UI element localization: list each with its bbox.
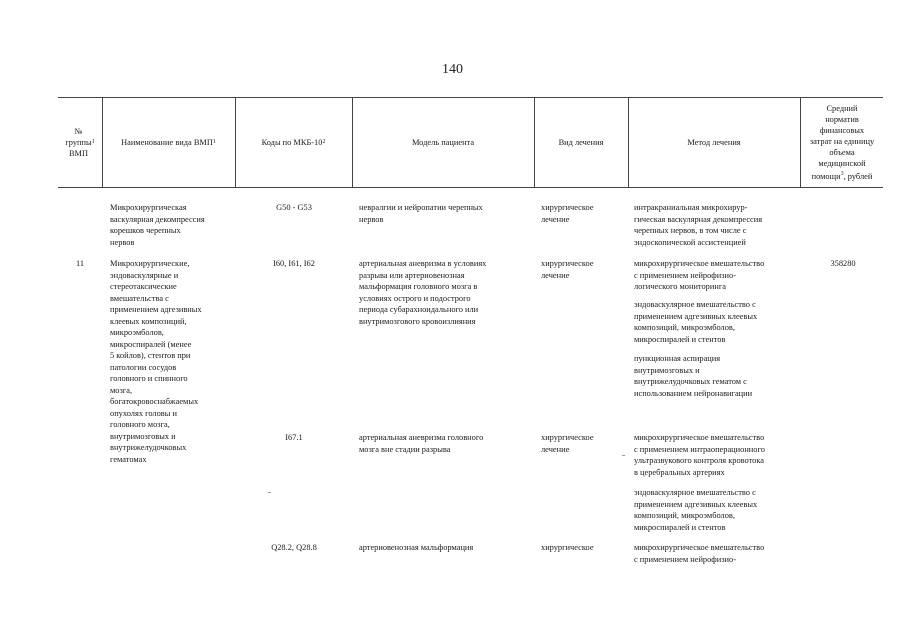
header-group-number: № группы ВМП 1 bbox=[65, 126, 95, 158]
row3-patient-model: артериальная аневризма головного мозга вне стадии разрыва bbox=[359, 433, 484, 454]
row4-codes: Q28.2, Q28.8 bbox=[271, 543, 317, 552]
header-name: Наименование вида ВМП 1 bbox=[121, 137, 216, 147]
row1-treatment-method: интракраниальная микрохирур- гическая васкулярная декомпрессия черепных нервов, в том числе с эндоскопической ассистенцией bbox=[634, 203, 763, 247]
row2-average-norm: 358280 bbox=[830, 259, 856, 268]
row1-name: Микрохирургическая васкулярная декомпрессия корешков черепных нервов bbox=[110, 203, 205, 247]
row1-treatment-type: хирургическое лечение bbox=[541, 203, 594, 224]
row2-name: Микрохирургические, эндоваскулярные и стереотаксические вмешательства с применением адгезивных клеевых композиций, микроэмболов, микроспиралей (менее 5 койлов), стентов при патологии сосудов головного и спинного мозга, богатокровоснабжаемых опухолях головы и головного мозга, внутримозговых и внутрижелудочковых гематомах bbox=[110, 259, 202, 464]
row3-codes: I67.1 bbox=[285, 433, 303, 442]
row1-codes: G50 - G53 bbox=[276, 203, 312, 212]
row1-patient-model: невралгии и нейропатии черепных нервов bbox=[359, 203, 483, 224]
row2-treatment-method-2: эндоваскулярное вмешательство с применением адгезивных клеевых композиций, микроэмболов, микроспиралей и стентов bbox=[634, 300, 758, 344]
row4-patient-model: артериовенозная мальформация bbox=[359, 543, 474, 552]
row4-treatment-method: микрохирургическое вмешательство с применением нейрофизио- bbox=[634, 543, 765, 564]
header-codes: Коды по МКБ-10 2 bbox=[261, 137, 326, 147]
header-treatment-method: Метод лечения bbox=[687, 137, 741, 147]
row2-treatment-type: хирургическое лечение bbox=[541, 259, 594, 280]
row4-treatment-type: хирургическое bbox=[541, 543, 594, 552]
row3-treatment-method-2: эндоваскулярное вмешательство с применением адгезивных клеевых композиций, микроэмболов, микроспиралей и стентов bbox=[634, 488, 758, 532]
row2-patient-model: артериальная аневризма в условиях разрыва или артериовенозная мальформация головного мозга в условиях острого и подострого периода субарахноидального или внутримозгового кровоизлияния bbox=[359, 259, 487, 326]
page-number: 140 bbox=[442, 62, 463, 77]
row3-treatment-method-1: микрохирургическое вмешательство с применением интраоперационного ультразвукового контроля кровотока в церебральных артериях bbox=[634, 433, 765, 477]
row3-treatment-type: хирургическое лечение bbox=[541, 433, 594, 454]
scan-mark bbox=[622, 455, 625, 456]
row2-codes: I60, I61, I62 bbox=[273, 259, 315, 268]
header-treatment-type: Вид лечения bbox=[558, 137, 604, 147]
row2-treatment-method-1: микрохирургическое вмешательство с применением нейрофизио- логического мониторинга bbox=[634, 259, 765, 291]
header-patient-model: Модель пациента bbox=[411, 137, 475, 147]
header-average-norm: Средний норматив финансовых затрат на единицу объема медицинской помощи$^3$, рублей bbox=[809, 103, 875, 181]
table-header-bottom-rule bbox=[58, 187, 883, 188]
row2-group-number: 11 bbox=[75, 259, 85, 268]
scan-mark bbox=[268, 492, 271, 493]
row2-treatment-method-3: пункционная аспирация внутримозговых и внутрижелудочковых гематом с использованием нейронавигации bbox=[634, 354, 753, 398]
